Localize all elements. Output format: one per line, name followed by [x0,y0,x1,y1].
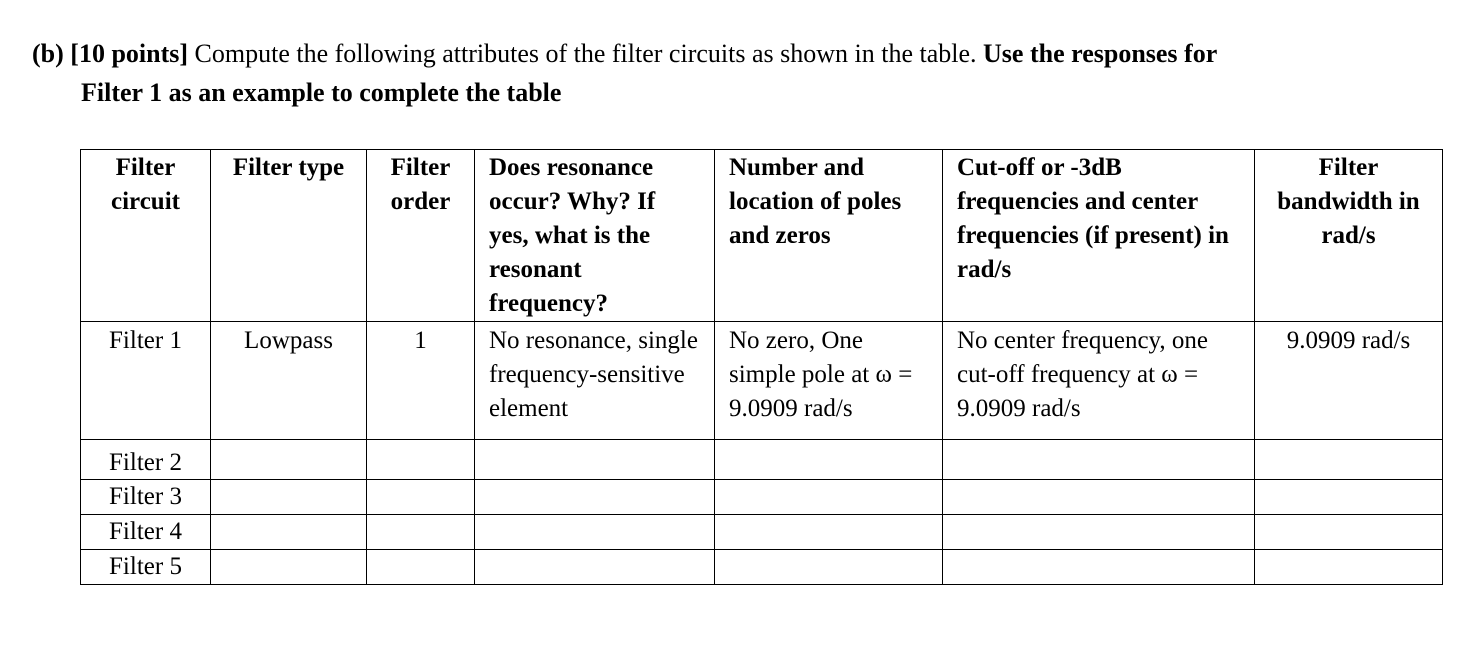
question-points: [10 points] [70,39,189,68]
cell-type[interactable] [211,550,367,585]
question-instruction-2: Filter 1 as an example to complete the table [81,78,562,107]
cell-circuit: Filter 4 [81,515,211,550]
cell-poles-zeros[interactable] [715,440,943,480]
cell-frequencies[interactable] [943,440,1255,480]
question-line-2 [32,73,1452,112]
cell-circuit: Filter 1 [81,322,211,440]
filter-attributes-table [80,149,1443,585]
cell-frequencies: No center frequency, one cut-off frequency at ω = 9.0909 rad/s [943,322,1255,440]
header-filter-order: Filter order [367,150,475,322]
question-number: (b) [32,39,64,68]
cell-poles-zeros[interactable] [715,515,943,550]
header-frequencies: Cut-off or -3dB frequencies and center frequencies (if present) in rad/s [943,150,1255,322]
question-body: Compute the following attributes of the filter circuits as shown in the table. [194,39,977,68]
cell-bandwidth[interactable] [1255,480,1443,515]
header-poles-zeros: Number and location of poles and zeros [715,150,943,322]
question-instruction-1: Use the responses for [983,39,1218,68]
header-resonance: Does resonance occur? Why? If yes, what is the resonant frequency? [475,150,715,322]
table-row [81,440,1443,480]
cell-bandwidth[interactable] [1255,515,1443,550]
cell-circuit: Filter 3 [81,480,211,515]
cell-type: Lowpass [211,322,367,440]
cell-circuit: Filter 5 [81,550,211,585]
cell-poles-zeros: No zero, One simple pole at ω = 9.0909 rad/s [715,322,943,440]
header-filter-circuit: Filter circuit [81,150,211,322]
cell-poles-zeros[interactable] [715,550,943,585]
question-text [32,34,1452,112]
cell-type[interactable] [211,515,367,550]
cell-resonance[interactable] [475,440,715,480]
cell-bandwidth: 9.0909 rad/s [1255,322,1443,440]
cell-frequencies[interactable] [943,480,1255,515]
cell-type[interactable] [211,440,367,480]
header-bandwidth: Filter bandwidth in rad/s [1255,150,1443,322]
cell-poles-zeros[interactable] [715,480,943,515]
table-row [81,480,1443,515]
cell-frequencies[interactable] [943,515,1255,550]
table-header-row [81,150,1443,322]
cell-order[interactable] [367,480,475,515]
cell-resonance[interactable] [475,515,715,550]
cell-bandwidth[interactable] [1255,440,1443,480]
cell-resonance[interactable] [475,480,715,515]
table-row [81,550,1443,585]
table-row [81,322,1443,440]
header-filter-type: Filter type [211,150,367,322]
table-row [81,515,1443,550]
cell-order[interactable] [367,515,475,550]
cell-bandwidth[interactable] [1255,550,1443,585]
question-line-1 [32,34,1452,73]
cell-order[interactable] [367,440,475,480]
cell-resonance[interactable] [475,550,715,585]
cell-order[interactable] [367,550,475,585]
cell-resonance: No resonance, single frequency-sensitive element [475,322,715,440]
cell-circuit: Filter 2 [81,440,211,480]
cell-order: 1 [367,322,475,440]
cell-frequencies[interactable] [943,550,1255,585]
cell-type[interactable] [211,480,367,515]
